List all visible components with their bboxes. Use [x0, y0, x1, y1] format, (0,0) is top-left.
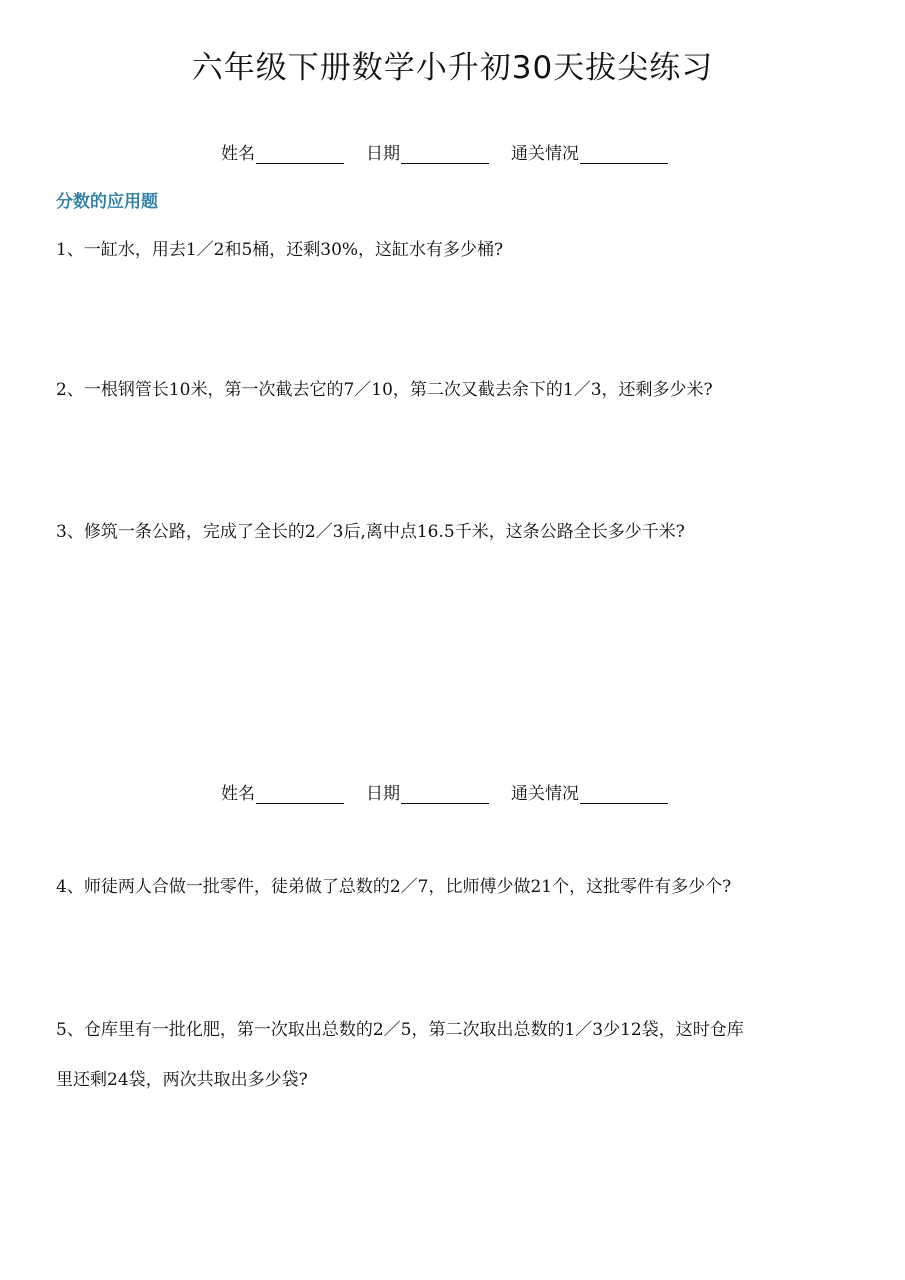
section-heading: 分数的应用题 [56, 192, 158, 212]
date-label: 日期 [366, 784, 400, 804]
date-blank [401, 145, 489, 164]
question-1: 1、一缸水，用去1／2和5桶，还剩30%，这缸水有多少桶? [56, 240, 504, 260]
question-4: 4、师徒两人合做一批零件，徒弟做了总数的2／7，比师傅少做21个，这批零件有多少个? [56, 877, 732, 897]
question-2: 2、一根钢管长10米，第一次截去它的7／10，第二次又截去余下的1／3，还剩多少米? [56, 380, 713, 400]
status-label: 通关情况 [511, 144, 579, 164]
date-label: 日期 [366, 144, 400, 164]
status-label: 通关情况 [511, 784, 579, 804]
date-blank [401, 785, 489, 804]
info-row-top [221, 140, 668, 164]
question-3: 3、修筑一条公路，完成了全长的2／3后,离中点16.5千米，这条公路全长多少千米? [56, 522, 685, 542]
status-blank [580, 145, 668, 164]
name-label: 姓名 [221, 784, 255, 804]
status-blank [580, 785, 668, 804]
question-5-line-2: 里还剩24袋，两次共取出多少袋? [56, 1070, 308, 1090]
info-row-bottom [221, 780, 668, 804]
name-blank [256, 785, 344, 804]
name-label: 姓名 [221, 144, 255, 164]
page-title: 六年级下册数学小升初30天拔尖练习 [191, 50, 714, 86]
question-5-line-1: 5、仓库里有一批化肥，第一次取出总数的2／5，第二次取出总数的1／3少12袋，这时仓库 [56, 1020, 744, 1040]
name-blank [256, 145, 344, 164]
